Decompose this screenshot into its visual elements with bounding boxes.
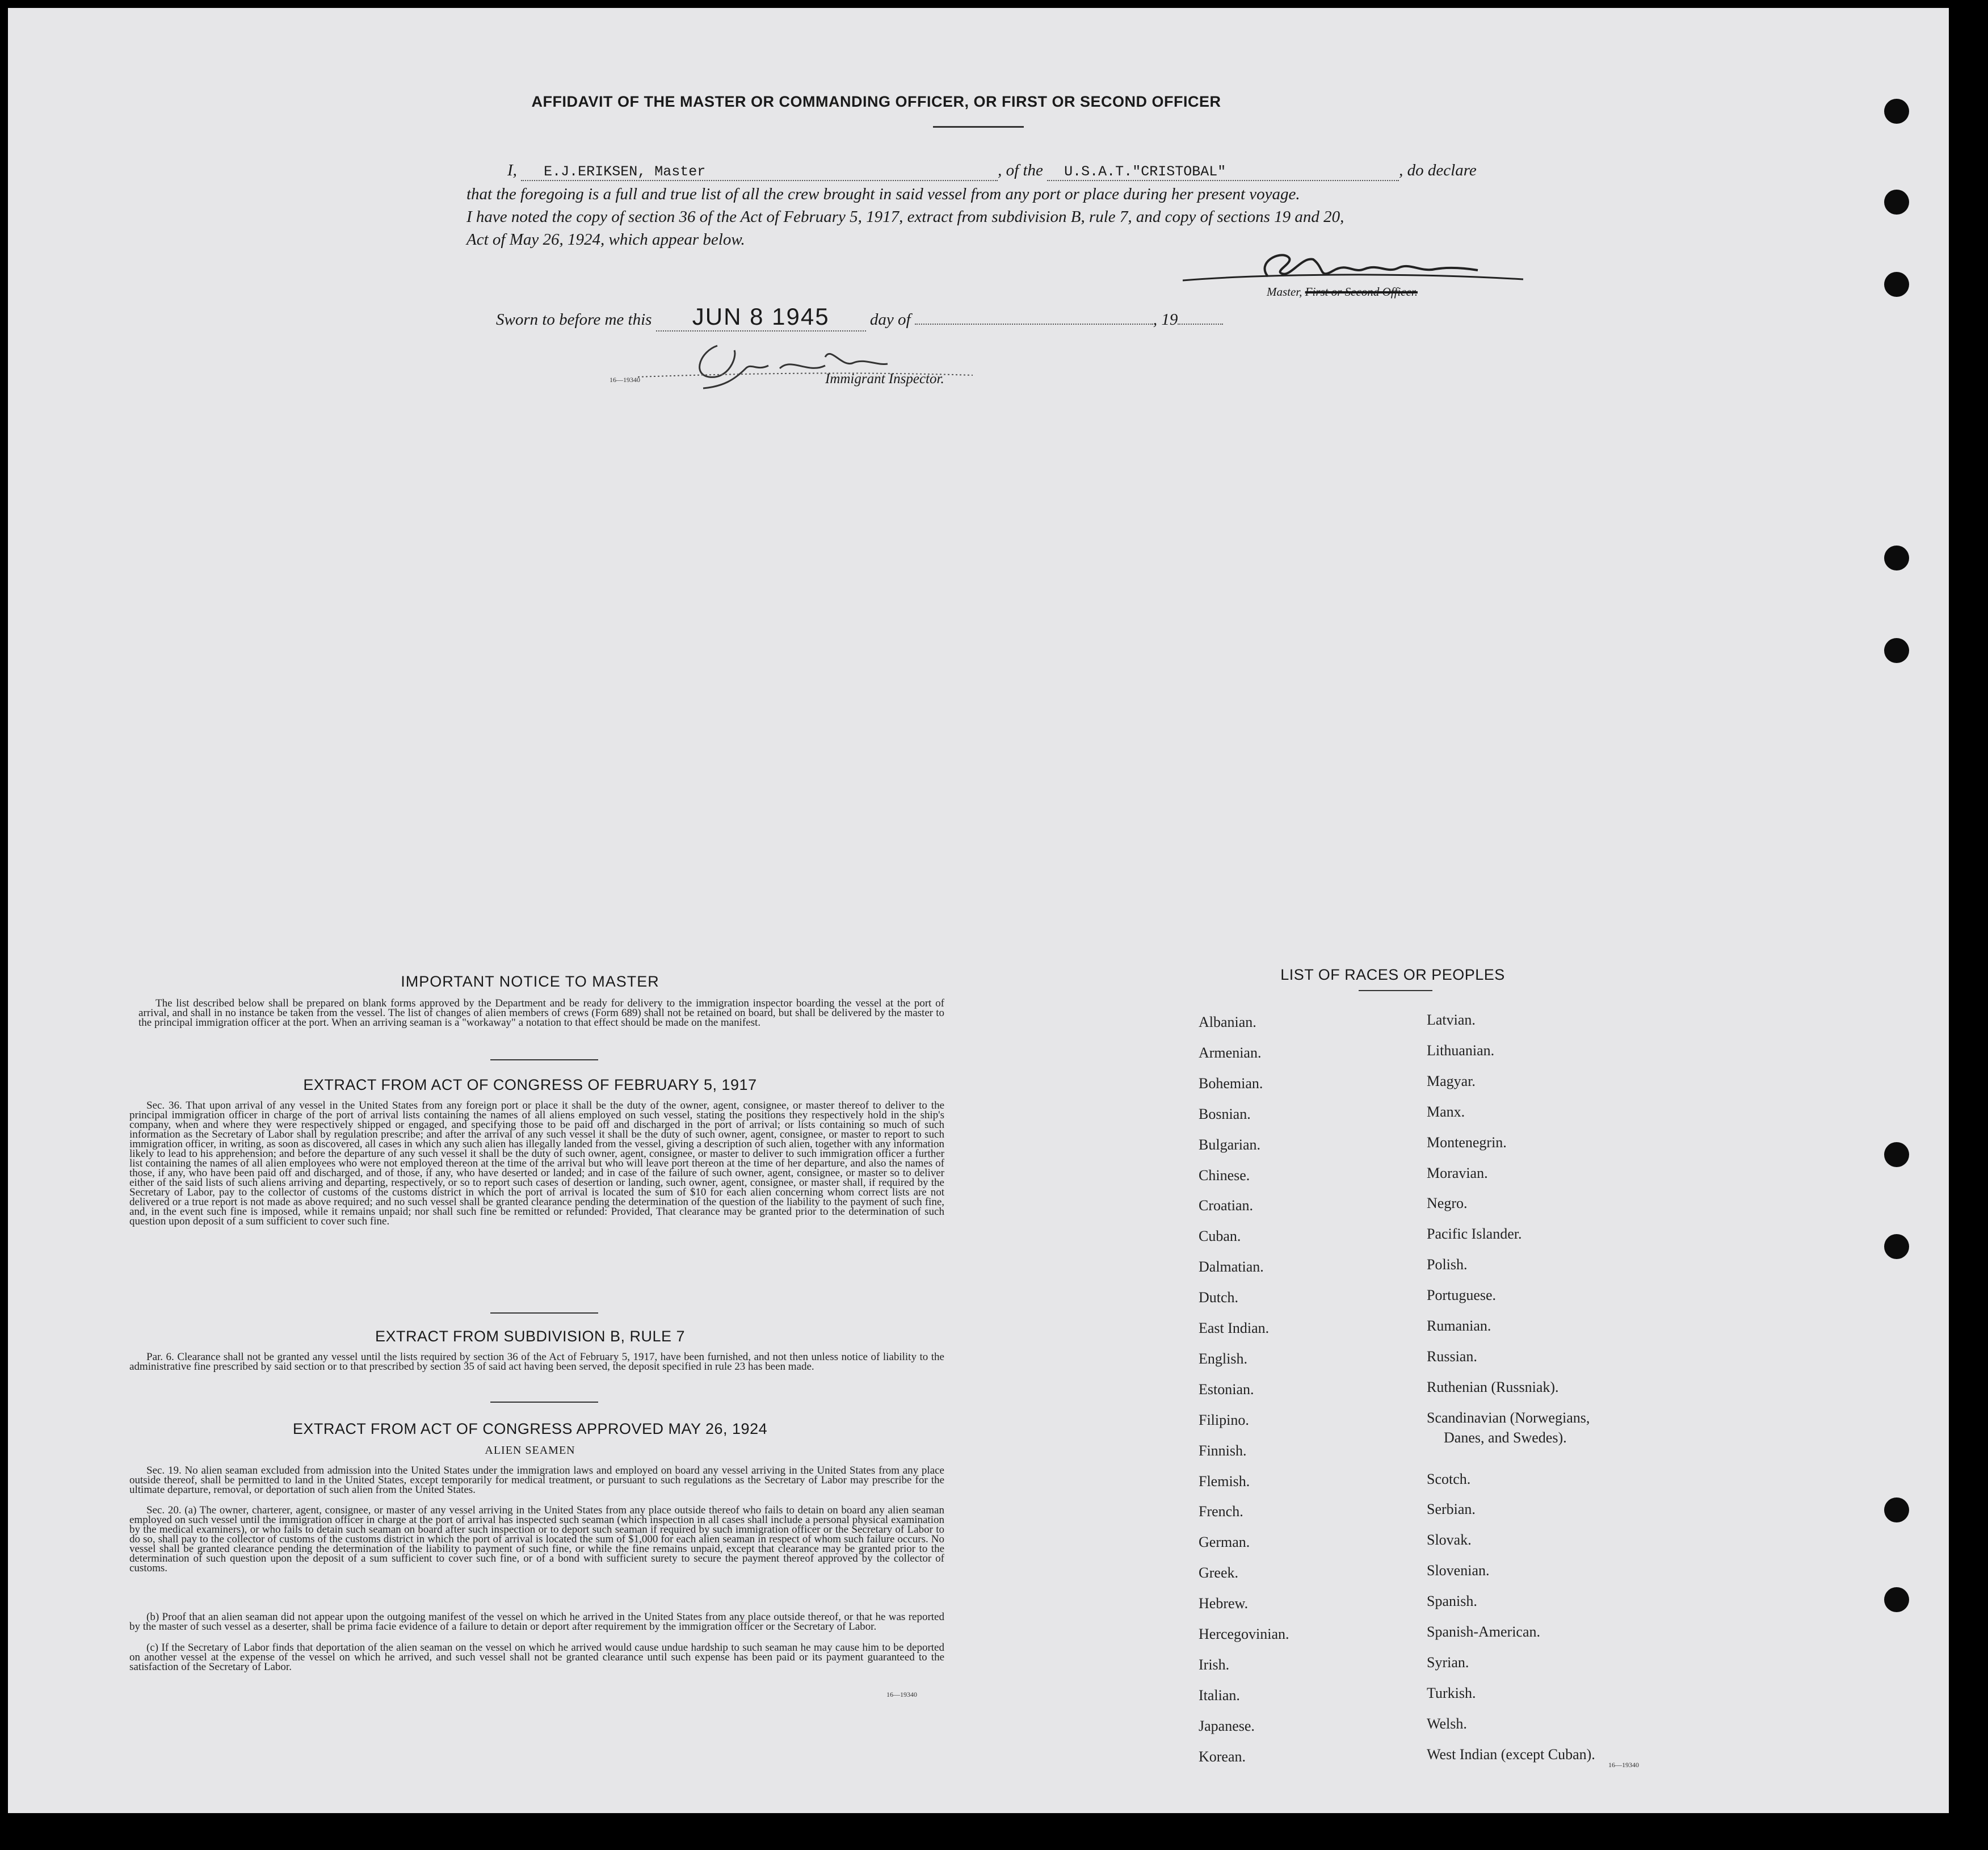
race-item: Lithuanian. [1427,1042,1495,1059]
punch-hole-3 [1884,272,1909,297]
race-item: Syrian. [1427,1654,1469,1671]
master-signature [1183,245,1535,291]
race-item: Hercegovinian. [1199,1626,1289,1642]
race-item: Chinese. [1199,1167,1250,1184]
races-title: LIST OF RACES OR PEOPLES [1280,966,1505,983]
punch-hole-7 [1884,1234,1909,1259]
extract-form-number: 16—19340 [886,1690,917,1698]
race-item: Slovak. [1427,1532,1472,1548]
race-item: Cuban. [1199,1228,1241,1244]
race-item: Russian. [1427,1348,1477,1365]
affidavit-line-1 [507,161,1535,181]
race-item: Turkish. [1427,1685,1476,1701]
of-the-label: , of the [998,161,1043,179]
notice-body [138,999,944,1027]
punch-hole-4 [1884,546,1909,570]
punch-hole-8 [1884,1497,1909,1522]
vessel-field [1047,161,1399,181]
rule7-body [129,1352,944,1371]
race-item: Flemish. [1199,1473,1250,1490]
race-item: Portuguese. [1427,1287,1497,1303]
year-label: , 19 [1153,311,1178,329]
master-caption-text: Master, [1267,285,1302,299]
master-caption [1267,285,1418,299]
race-item: Scandinavian (Norwegians, [1427,1409,1590,1426]
race-item: Slovenian. [1427,1562,1490,1579]
race-item: Finnish. [1199,1442,1247,1459]
affidavit-title: AFFIDAVIT OF THE MASTER OR COMMANDING OFFICER, OR FIRST OR SECOND OFFICER [531,93,1221,110]
master-name-field [521,161,998,181]
race-item: Scotch. [1427,1471,1471,1487]
sworn-label: Sworn to before me this [496,311,652,329]
vessel-value: U.S.A.T."CRISTOBAL" [1064,163,1226,180]
sec20c-text: (c) If the Secretary of Labor finds that deportation of the alien seaman on the vessel on which he arrived would cause undue hardship to such seaman he may cause him to be deported on another vessel at the expense of the vessel on which he arrived, and such vessel shall not be granted clearance until such expense has been paid or its payment guaranteed to the satisfaction of the Secretary of Labor. [129,1642,944,1673]
race-item: Polish. [1427,1256,1468,1273]
races-form-number: 16—19340 [1608,1761,1639,1769]
extract-1917-body [129,1101,944,1226]
race-item: Japanese. [1199,1718,1255,1734]
race-item: Serbian. [1427,1501,1476,1517]
race-item: Armenian. [1199,1044,1262,1061]
stamp-date: JUN 8 1945 [692,303,830,330]
race-item: Filipino. [1199,1412,1249,1428]
race-item: Welsh. [1427,1715,1467,1732]
inspector-caption: Immigrant Inspector. [825,371,944,387]
race-item: Spanish-American. [1427,1624,1541,1640]
sec20c-body [129,1643,944,1672]
document-page [8,8,1949,1813]
notice-title: IMPORTANT NOTICE TO MASTER [401,973,659,990]
struck-officer-text: First or Second Officer. [1305,285,1418,299]
sworn-line [496,303,1223,332]
race-item: Croatian. [1199,1197,1254,1214]
race-item: German. [1199,1534,1250,1550]
race-item: Dutch. [1199,1289,1239,1306]
rule7-rule [490,1402,598,1403]
race-scandinavian-continued: Danes, and Swedes). [1444,1429,1567,1446]
day-of-label: day of [869,311,911,329]
sec20a-text: Sec. 20. (a) The owner, charterer, agent, consignee, or master of any vessel arriving in the United States from any place outside thereof who fails to detain on board any alien seaman employed on such vessel until the immigration officer in charge at the port of arrival has inspected such seaman (which inspection in all cases shall include a personal physical examination by the medical examiners), or who fails to detain such seaman on board after such inspection or to deport such seaman if required by such immigration officer or the Secretary of Labor to do so, shall pay to the collector of customs of the customs district in which the port of arrival is located the sum of $1,000 for each alien seaman in respect of whom such failure occurs. No vessel shall be granted clearance pending the determination of the liability to payment of such fine, or while the fine remains unpaid, except that clearance may be granted prior to the determination of such question upon the deposit of a sum sufficient to cover such fine, or of a bond with sufficient surety to secure the payment thereof approved by the collector of customs. [129,1504,944,1574]
race-item: East Indian. [1199,1320,1270,1336]
race-item: Bohemian. [1199,1075,1263,1092]
month-field [915,324,1153,325]
race-item: Irish. [1199,1656,1230,1673]
race-item: Dalmatian. [1199,1258,1264,1275]
race-item: Ruthenian (Russniak). [1427,1379,1559,1395]
notice-rule [490,1059,598,1060]
affidavit-form-number: 16—19340 [610,376,640,384]
sec20b-text: (b) Proof that an alien seaman did not appear upon the outgoing manifest of the vessel on which he arrived in the United States from any place outside thereof, or that he was reported by the master of such vessel as a deserter, shall be prima facie evidence of a failure to detain or deport after requirement by the immigration officer or the Secretary of Labor. [129,1611,944,1633]
race-item: French. [1199,1503,1243,1520]
race-item: West Indian (except Cuban). [1427,1746,1595,1763]
race-item: Bulgarian. [1199,1136,1261,1153]
race-item: Negro. [1427,1195,1468,1211]
race-item: Bosnian. [1199,1106,1251,1122]
race-item: Greek. [1199,1564,1239,1581]
affidavit-line-3: I have noted the copy of section 36 of the Act of February 5, 1917, extract from subdivision B, rule 7, and copy of sections 19 and 20, [466,208,1344,226]
punch-hole-9 [1884,1587,1909,1612]
race-item: Spanish. [1427,1593,1477,1609]
extract-1917-text: Sec. 36. That upon arrival of any vessel in the United States from any foreign port or place it shall be the duty of the owner, agent, consignee, or master thereof to deliver to the principal immigration officer in charge of the port of arrival lists containing the names of all aliens employed on such vessel, stating the positions they respectively hold in the ship's company, when and where they were respectively shipped or engaged, and specifying those to be paid off and discharged in the port of arrival; or lists containing so much of such information as the Secretary of Labor shall by regulation prescribe; and after the arrival of any such vessel it shall be the duty of such owner, agent, consignee, or master to report to such immigration officer, in writing, as soon as discovered, all cases in which any such alien has illegally landed from the vessel, giving a description of such alien, together with any information likely to lead to his apprehension; and before the departure of any such vessel it shall be the duty of such owner, agent, consignee, or master to deliver to such immigration officer a further list containing the names of all alien employees who were not employed thereon at the time of the arrival but who will leave port thereon at the time of her departure, and also the names of those, if any, who have been paid off and discharged, and of those, if any, who have deserted or landed; and in case of the failure of such owner, agent, consignee, or master so to deliver either of the said lists of such aliens arriving and departing, respectively, or so to report such cases of desertion or landing, such owner, agent, consignee, or master shall, if required by the Secretary of Labor, pay to the collector of customs of the customs district in which the port of arrival is located the sum of $10 for each alien concerning whom correct lists are not delivered or a true report is not made as above required; and no such vessel shall be granted clearance pending the determination of the question of the liability to the payment of such fine, and, in the event such fine is imposed, while it remains unpaid; nor shall such fine be remitted or refunded: Provided, That clearance may be granted prior to the determination of such question upon deposit of a sum sufficient to cover such fine. [129,1100,944,1227]
affidavit-line-2: that the foregoing is a full and true list of all the crew brought in said vessel from any port or place during her present voyage. [466,185,1300,203]
race-item: English. [1199,1350,1247,1367]
do-declare-label: , do declare [1399,161,1477,179]
i-label: I, [507,161,517,179]
race-item: Hebrew. [1199,1595,1249,1612]
race-item: Pacific Islander. [1427,1226,1522,1242]
races-title-rule [1359,990,1432,991]
inspector-signature [638,334,978,402]
race-item: Magyar. [1427,1073,1476,1089]
race-item: Italian. [1199,1687,1240,1704]
punch-hole-6 [1884,1142,1909,1167]
extract-1917-title: EXTRACT FROM ACT OF CONGRESS OF FEBRUARY 5, 1917 [303,1076,757,1093]
race-item: Montenegrin. [1427,1134,1507,1151]
race-item: Manx. [1427,1104,1465,1120]
sec20b-body [129,1612,944,1631]
rule7-text: Par. 6. Clearance shall not be granted any vessel until the lists required by section 36 of the Act of February 5, 1917, have been furnished, and not then unless notice of liability to the administrative fine prescribed by said section or to that prescribed by section 35 of said act having been served, the deposit specified in rule 23 has been made. [129,1351,944,1373]
year-field [1178,324,1223,325]
punch-hole-1 [1884,99,1909,124]
extract-1924-title: EXTRACT FROM ACT OF CONGRESS APPROVED MAY 26, 1924 [292,1420,768,1437]
sec19-body [129,1466,944,1495]
punch-hole-2 [1884,190,1909,215]
affidavit-line-4: Act of May 26, 1924, which appear below. [466,230,745,249]
stamp-date-field [656,303,866,332]
extract-1924-subtitle: ALIEN SEAMEN [485,1444,575,1457]
master-name-value: E.J.ERIKSEN, Master [544,163,706,180]
rule7-title: EXTRACT FROM SUBDIVISION B, RULE 7 [375,1328,686,1345]
race-item: Korean. [1199,1748,1246,1765]
race-item: Albanian. [1199,1014,1256,1030]
race-item: Moravian. [1427,1165,1488,1181]
sec19-text: Sec. 19. No alien seaman excluded from admission into the United States under the immigration laws and employed on board any vessel arriving in the United States from any place outside thereof, shall be permitted to land in the United States, except temporarily for medical treatment, or pursuant to such regulations as the Secretary of Labor may prescribe for the ultimate departure, removal, or deportation of such alien from the United States. [129,1465,944,1496]
race-item: Rumanian. [1427,1318,1491,1334]
race-item: Estonian. [1199,1381,1254,1398]
notice-body-text: The list described below shall be prepared on blank forms approved by the Department and be ready for delivery to the immigration inspector boarding the vessel at the port of arrival, and shall in no instance be taken from the vessel. The list of changes of alien members of crews (Form 689) shall not be retained on board, but shall be delivered by the master to the principal immigration officer at the port. When an arriving seaman is a "workaway" a notation to that effect should be made on the manifest. [138,997,944,1029]
affidavit-title-rule [933,126,1024,128]
extract-1917-rule [490,1312,598,1314]
sec20a-body [129,1505,944,1573]
punch-hole-5 [1884,638,1909,663]
race-item: Latvian. [1427,1012,1476,1028]
